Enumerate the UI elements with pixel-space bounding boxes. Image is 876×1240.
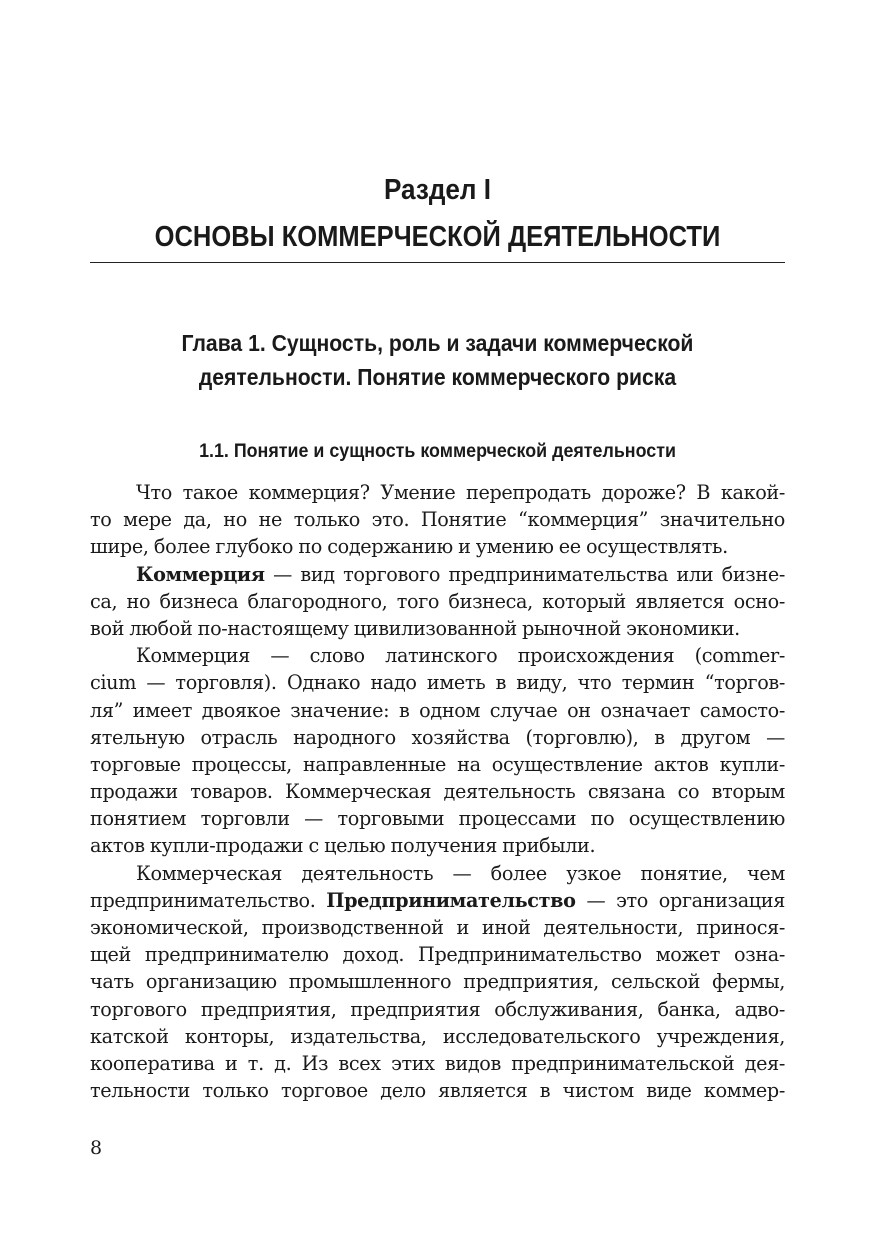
text-fragment: — это организация <box>575 888 785 912</box>
text-line: Что такое коммерция? Умение перепродать дороже? В какой- <box>136 481 785 504</box>
text-line: то мере да, но не только это. Понятие “коммерция” значительно <box>90 508 785 532</box>
text-line: ятельную отрасль народного хозяйства (торговлю), в другом — <box>90 725 785 749</box>
chapter-title-line-2: деятельности. Понятие коммерческого риска <box>198 364 677 390</box>
subsection-title: 1.1. Понятие и сущность коммерческой деятельности <box>199 441 676 462</box>
text-line: катской конторы, издательства, исследовательского учреждения, <box>90 1024 785 1048</box>
text-line: Коммерция — слово латинского происхождения (commer- <box>136 644 785 668</box>
text-line <box>90 887 785 914</box>
text-line: щей предпринимателю доход. Предпринимательство может озна- <box>90 943 785 967</box>
paragraph-3 <box>90 642 785 860</box>
text-line: вой любой по-настоящему цивилизованной рыночной экономики. <box>90 616 740 640</box>
text-line: тельности только торговое дело является в чистом виде коммер- <box>90 1079 785 1103</box>
chapter-title <box>90 326 785 394</box>
section-divider <box>90 262 785 263</box>
text-line: са, но бизнеса благородного, того бизнеса, который является осно- <box>90 589 785 613</box>
term-kommertsiya: Коммерция <box>136 562 265 586</box>
chapter-title-line-1: Глава 1. Сущность, роль и задачи коммерческой <box>181 330 694 356</box>
paragraph-1 <box>90 479 785 561</box>
text-line: ля” имеет двоякое значение: в одном случае он означает самосто- <box>90 698 785 722</box>
text-fragment: — вид торгового предпринимательства или бизне- <box>264 562 785 586</box>
text-line: продажи товаров. Коммерческая деятельность связана со вторым <box>90 780 785 804</box>
text-line <box>90 561 785 588</box>
text-line: торгового предприятия, предприятия обслуживания, банка, адво- <box>90 997 785 1021</box>
section-label: Раздел I <box>383 174 492 206</box>
text-line: актов купли-продажи с целью получения прибыли. <box>90 834 596 858</box>
term-predprinimatelstvo: Предпринимательство <box>326 888 576 912</box>
text-line: чать организацию промышленного предприятия, сельской фермы, <box>90 970 785 994</box>
text-line: понятием торговли — торговыми процессами по осуществлению <box>90 807 785 831</box>
text-line: торговые процессы, направленные на осуществление актов купли- <box>90 752 785 776</box>
paragraph-2 <box>90 561 785 643</box>
page-number: 8 <box>90 1137 103 1159</box>
book-page <box>90 0 785 1240</box>
text-fragment: предпринимательство. <box>90 888 327 912</box>
section-title: ОСНОВЫ КОММЕРЧЕСКОЙ ДЕЯТЕЛЬНОСТИ <box>154 221 721 253</box>
text-line: кооператива и т. д. Из всех этих видов предпринимательской дея- <box>90 1051 785 1075</box>
text-line: шире, более глубоко по содержанию и умению ее осуществлять. <box>90 535 728 559</box>
text-line: экономической, производственной и иной деятельности, принося- <box>90 916 785 939</box>
paragraph-4 <box>90 860 785 1105</box>
text-line: cium — торговля). Однако надо иметь в виду, что термин “торгов- <box>90 671 785 695</box>
body-text <box>90 479 785 1104</box>
text-line: Коммерческая деятельность — более узкое понятие, чем <box>136 861 785 885</box>
